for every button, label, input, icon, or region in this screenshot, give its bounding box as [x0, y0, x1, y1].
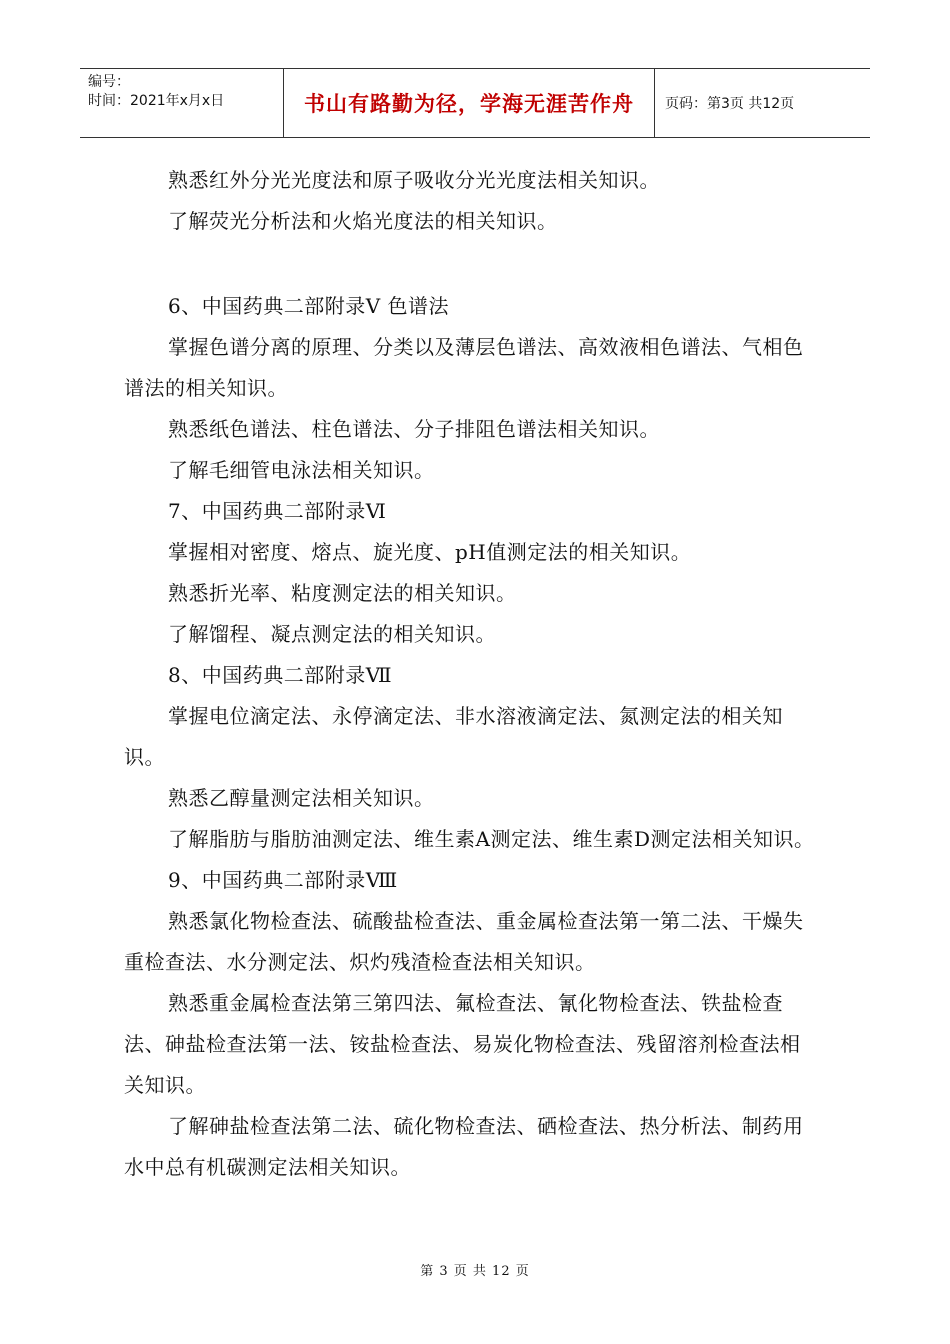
header-meta — [80, 69, 283, 137]
paragraph: 熟悉氯化物检查法、硫酸盐检查法、重金属检查法第一第二法、干燥失重检查法、水分测定法、炽灼残渣检查法相关知识。 — [124, 909, 804, 974]
paragraph: 掌握电位滴定法、永停滴定法、非水溶液滴定法、氮测定法的相关知识。 — [124, 704, 783, 769]
page-footer: 第 3 页 共 12 页 — [420, 1264, 530, 1279]
header-motto-cell — [283, 69, 655, 137]
paragraph: 了解馏程、凝点测定法的相关知识。 — [168, 622, 496, 646]
paragraph: 了解毛细管电泳法相关知识。 — [168, 458, 435, 482]
document-date: 时间：2021年x月x日 — [88, 93, 225, 109]
document-number: 编号： — [88, 74, 130, 90]
paragraph: 熟悉红外分光光度法和原子吸收分光光度法相关知识。 — [168, 168, 660, 192]
paragraph: 掌握相对密度、熔点、旋光度、pH值测定法的相关知识。 — [168, 540, 692, 564]
section-heading: 8、中国药典二部附录Ⅶ — [168, 663, 393, 687]
header-page-info — [655, 69, 870, 137]
paragraph: 熟悉重金属检查法第三第四法、氟检查法、氰化物检查法、铁盐检查法、砷盐检查法第一法、铵盐检查法、易炭化物检查法、残留溶剂检查法相关知识。 — [124, 991, 801, 1097]
page-header — [80, 68, 870, 138]
paragraph: 熟悉纸色谱法、柱色谱法、分子排阻色谱法相关知识。 — [168, 417, 660, 441]
header-page-number: 页码：第3页 共12页 — [665, 96, 795, 112]
paragraph: 熟悉乙醇量测定法相关知识。 — [168, 786, 435, 810]
paragraph-spacer — [124, 242, 820, 286]
paragraph: 了解脂肪与脂肪油测定法、维生素A测定法、维生素D测定法相关知识。 — [168, 827, 815, 851]
section-heading: 7、中国药典二部附录Ⅵ — [168, 499, 387, 523]
header-motto: 书山有路勤为径，学海无涯苦作舟 — [304, 92, 634, 116]
document-body — [124, 160, 820, 1188]
paragraph: 熟悉折光率、粘度测定法的相关知识。 — [168, 581, 517, 605]
paragraph: 了解荧光分析法和火焰光度法的相关知识。 — [168, 209, 558, 233]
paragraph: 了解砷盐检查法第二法、硫化物检查法、硒检查法、热分析法、制药用水中总有机碳测定法相关知识。 — [124, 1114, 804, 1179]
section-heading: 9、中国药典二部附录Ⅷ — [168, 868, 398, 892]
section-heading: 6、中国药典二部附录Ⅴ 色谱法 — [168, 294, 450, 318]
paragraph: 掌握色谱分离的原理、分类以及薄层色谱法、高效液相色谱法、气相色谱法的相关知识。 — [124, 335, 804, 400]
